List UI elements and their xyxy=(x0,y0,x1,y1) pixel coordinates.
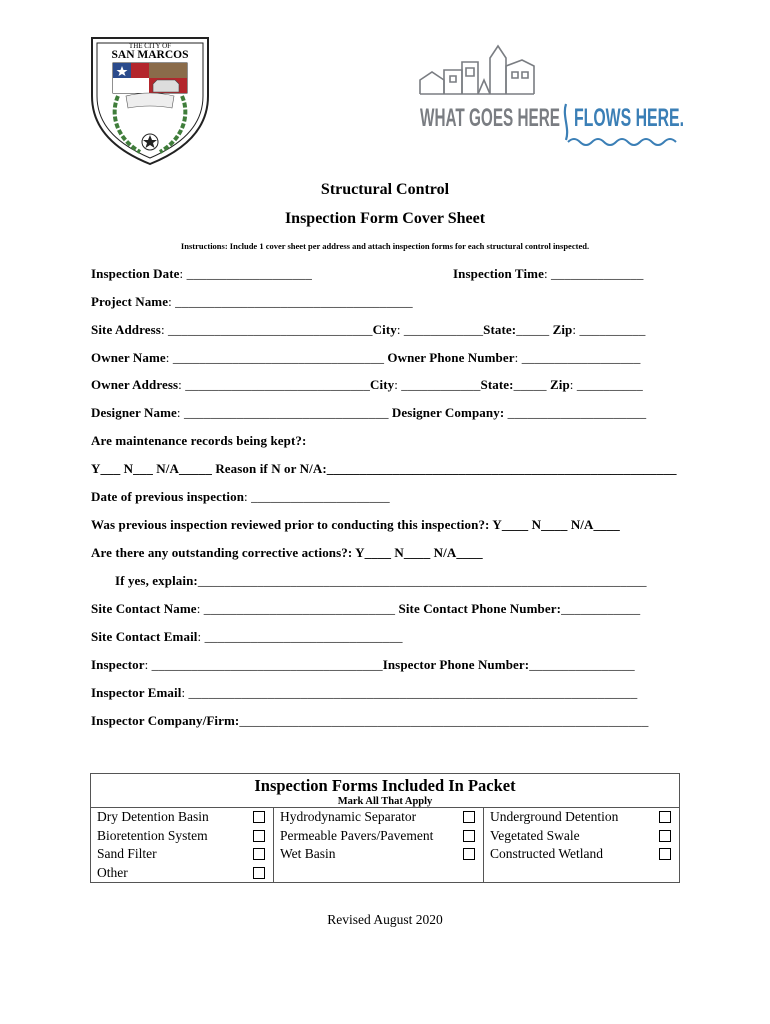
inspector-email-field[interactable]: Inspector Email: ____________________________________________________________________ xyxy=(91,685,638,700)
checkbox[interactable] xyxy=(253,848,265,860)
slogan-part1: WHAT GOES HERE xyxy=(420,104,560,132)
page-subtitle: Inspection Form Cover Sheet xyxy=(284,210,486,227)
form-option-bioretention-system[interactable]: Bioretention System xyxy=(97,827,267,846)
forms-column-2 xyxy=(274,808,484,883)
maintenance-question: Are maintenance records being kept?: xyxy=(91,433,307,448)
checkbox[interactable] xyxy=(253,811,265,823)
form-option-wet-basin[interactable]: Wet Basin xyxy=(280,845,477,864)
form-option-underground-detention[interactable]: Underground Detention xyxy=(490,808,673,827)
page-title: Structural Control xyxy=(320,181,450,198)
checkbox[interactable] xyxy=(659,811,671,823)
forms-column-1 xyxy=(91,808,274,883)
form-option-permeable-pavers[interactable]: Permeable Pavers/Pavement xyxy=(280,827,477,846)
what-goes-here-logo xyxy=(418,42,686,154)
site-address-field[interactable]: Site Address: _______________________________City: ____________State:_____ Zip: __________ xyxy=(91,322,646,337)
form-option-vegetated-swale[interactable]: Vegetated Swale xyxy=(490,827,673,846)
forms-column-3 xyxy=(484,808,680,883)
explain-field[interactable]: If yes, explain:____________________________________________________________________ xyxy=(115,573,647,588)
seal-top-text: THE CITY OF xyxy=(128,42,172,50)
site-contact-email-field[interactable]: Site Contact Email: ______________________________ xyxy=(91,629,403,644)
designer-field[interactable]: Designer Name: _______________________________ Designer Company: _____________________ xyxy=(91,405,647,420)
inspection-time-field[interactable]: Inspection Time: ______________ xyxy=(453,266,644,281)
form-option-hydrodynamic-separator[interactable]: Hydrodynamic Separator xyxy=(280,808,477,827)
seal-city-text: SAN MARCOS xyxy=(111,49,189,61)
previous-reviewed-field[interactable]: Was previous inspection reviewed prior to conducting this inspection?: Y____ N____ N/A____ xyxy=(91,517,620,532)
owner-name-field[interactable]: Owner Name: ________________________________ Owner Phone Number: __________________ xyxy=(91,350,641,365)
checkbox[interactable] xyxy=(463,830,475,842)
checkbox[interactable] xyxy=(659,830,671,842)
inspector-field[interactable]: Inspector: ___________________________________Inspector Phone Number:________________ xyxy=(91,657,635,672)
inspection-date-field[interactable]: Inspection Date: ___________________ xyxy=(91,266,312,281)
maintenance-answer-field[interactable]: Y___ N___ N/A_____ Reason if N or N/A:_____________________________________________________ xyxy=(91,461,677,476)
forms-table-subtitle: Mark All That Apply xyxy=(337,796,433,807)
previous-inspection-date-field[interactable]: Date of previous inspection: _____________________ xyxy=(91,489,390,504)
site-contact-field[interactable]: Site Contact Name: _____________________________ Site Contact Phone Number:____________ xyxy=(91,601,641,616)
project-name-field[interactable]: Project Name: ____________________________________ xyxy=(91,294,413,309)
form-option-dry-detention-basin[interactable]: Dry Detention Basin xyxy=(97,808,267,827)
checkbox[interactable] xyxy=(463,848,475,860)
form-option-sand-filter[interactable]: Sand Filter xyxy=(97,845,267,864)
forms-included-table xyxy=(90,773,680,883)
checkbox[interactable] xyxy=(659,848,671,860)
owner-address-field[interactable]: Owner Address: ____________________________City: ____________State:_____ Zip: __________ xyxy=(91,377,643,392)
checkbox[interactable] xyxy=(463,811,475,823)
instructions: Instructions: Include 1 cover sheet per address and attach inspection forms for each structural control inspected. xyxy=(180,241,590,251)
corrective-actions-field[interactable]: Are there any outstanding corrective actions?: Y____ N____ N/A____ xyxy=(91,545,483,560)
form-option-constructed-wetland[interactable]: Constructed Wetland xyxy=(490,845,673,864)
inspector-company-field[interactable]: Inspector Company/Firm:______________________________________________________________ xyxy=(91,713,649,728)
revision-footer: Revised August 2020 xyxy=(327,912,443,927)
slogan-part2: FLOWS HERE. xyxy=(574,104,684,132)
form-option-other[interactable]: Other xyxy=(97,864,267,883)
checkbox[interactable] xyxy=(253,830,265,842)
city-seal-logo xyxy=(88,34,212,168)
forms-table-header xyxy=(91,774,680,808)
checkbox[interactable] xyxy=(253,867,265,879)
forms-table-title: Inspection Forms Included In Packet xyxy=(254,776,516,795)
